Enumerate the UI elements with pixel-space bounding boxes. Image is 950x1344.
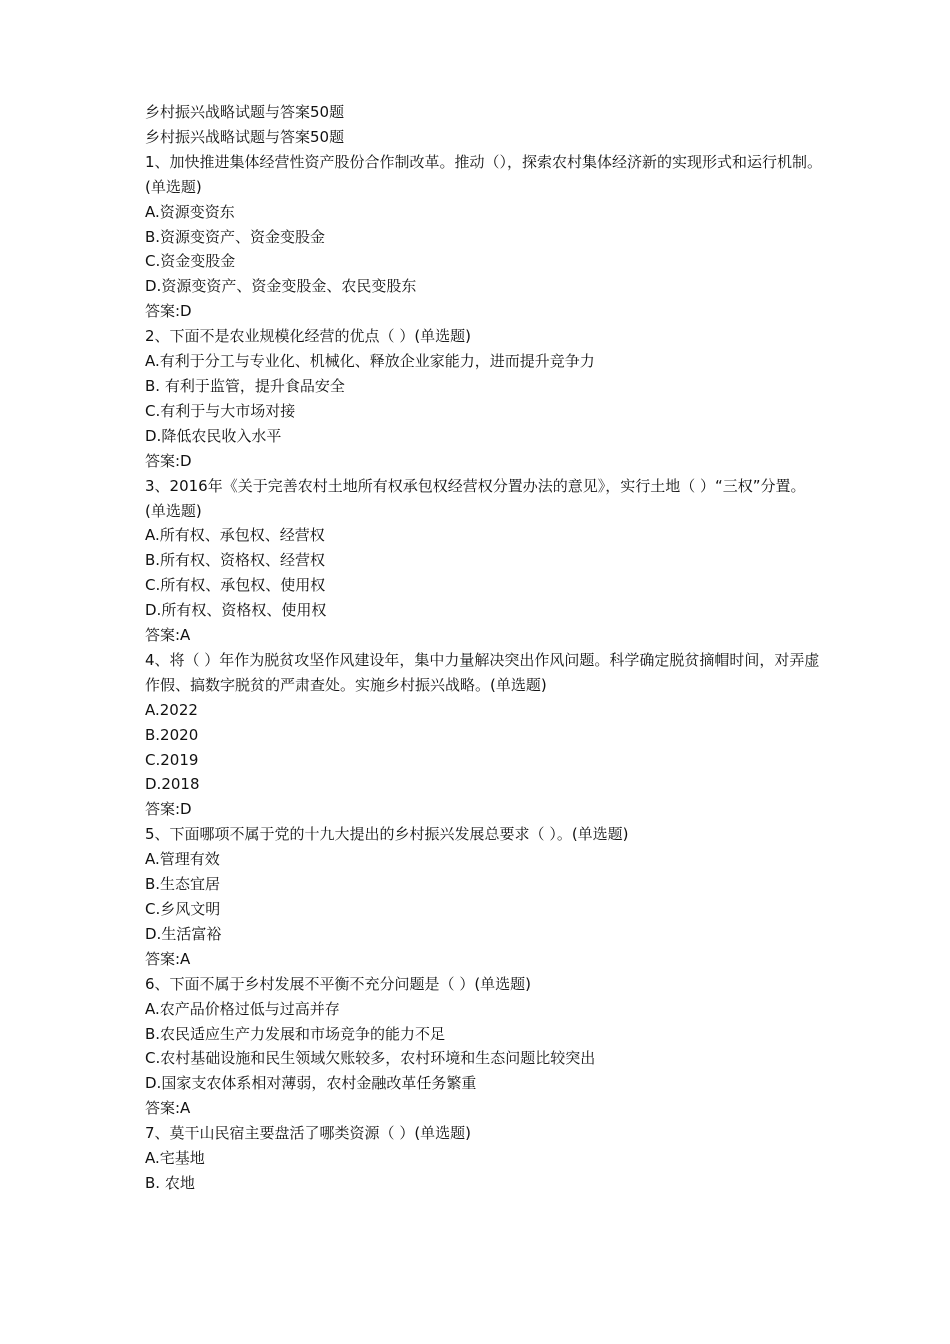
option-c: C.所有权、承包权、使用权	[145, 576, 326, 595]
question-stem: 4、将（ ）年作为脱贫攻坚作风建设年，集中力量解决突出作风问题。科学确定脱贫摘帽时间，对弄虚作假、搞数字脱贫的严肃查处。实施乡村振兴战略。(单选题)	[145, 650, 820, 694]
option-a: A.宅基地	[145, 1149, 205, 1168]
option-a: A.资源变资东	[145, 202, 235, 221]
option-a: A.2022	[145, 700, 198, 719]
option-a: A.所有权、承包权、经营权	[145, 526, 325, 545]
option-b: B.资源变资产、资金变股金	[145, 227, 326, 246]
option-b: B.农民适应生产力发展和市场竞争的能力不足	[145, 1024, 446, 1043]
option-a: A.管理有效	[145, 850, 220, 869]
answer: 答案:D	[145, 800, 192, 819]
option-d: D.生活富裕	[145, 924, 222, 943]
option-c: C.2019	[145, 750, 199, 769]
option-b: B.2020	[145, 725, 199, 744]
question-stem: 6、下面不属于乡村发展不平衡不充分问题是（ ）(单选题)	[145, 974, 532, 993]
option-a: A.农产品价格过低与过高并存	[145, 999, 340, 1018]
question-stem: 1、加快推进集体经营性资产股份合作制改革。推动（），探索农村集体经济新的实现形式和运行机制。(单选题)	[145, 152, 823, 196]
question-stem: 7、莫干山民宿主要盘活了哪类资源（ ）(单选题)	[145, 1124, 472, 1143]
option-d: D.资源变资产、资金变股金、农民变股东	[145, 277, 417, 296]
option-d: D.2018	[145, 775, 200, 794]
document-page	[145, 100, 825, 1196]
option-b: B.生态宜居	[145, 875, 221, 894]
option-b: B. 有利于监管，提升食品安全	[145, 376, 345, 395]
question-1	[145, 150, 825, 324]
option-a: A.有利于分工与专业化、机械化、释放企业家能力，进而提升竞争力	[145, 352, 595, 371]
question-5	[145, 822, 825, 971]
question-stem: 3、2016年《关于完善农村土地所有权承包权经营权分置办法的意见》，实行土地（ ）“三权”分置。(单选题)	[145, 476, 806, 520]
answer: 答案:A	[145, 1099, 191, 1118]
doc-title-repeat: 乡村振兴战略试题与答案50题	[145, 127, 345, 146]
question-3	[145, 474, 825, 648]
option-c: C.农村基础设施和民生领域欠账较多，农村环境和生态问题比较突出	[145, 1049, 596, 1068]
option-d: D.国家支农体系相对薄弱，农村金融改革任务繁重	[145, 1074, 477, 1093]
question-stem: 5、下面哪项不属于党的十九大提出的乡村振兴发展总要求（ ）。(单选题)	[145, 825, 629, 844]
question-stem: 2、下面不是农业规模化经营的优点（ ）(单选题)	[145, 327, 472, 346]
question-7	[145, 1121, 825, 1196]
option-b: B. 农地	[145, 1173, 195, 1192]
option-d: D.所有权、资格权、使用权	[145, 601, 327, 620]
question-2	[145, 324, 825, 473]
option-c: C.乡风文明	[145, 900, 221, 918]
answer: 答案:A	[145, 949, 191, 968]
answer: 答案:D	[145, 451, 192, 470]
option-c: C.有利于与大市场对接	[145, 401, 296, 420]
doc-title: 乡村振兴战略试题与答案50题	[145, 103, 345, 121]
question-6	[145, 972, 825, 1121]
option-b: B.所有权、资格权、经营权	[145, 551, 326, 570]
question-4	[145, 648, 825, 822]
option-c: C.资金变股金	[145, 252, 236, 271]
answer: 答案:D	[145, 302, 192, 321]
answer: 答案:A	[145, 626, 191, 645]
option-d: D.降低农民收入水平	[145, 426, 282, 445]
